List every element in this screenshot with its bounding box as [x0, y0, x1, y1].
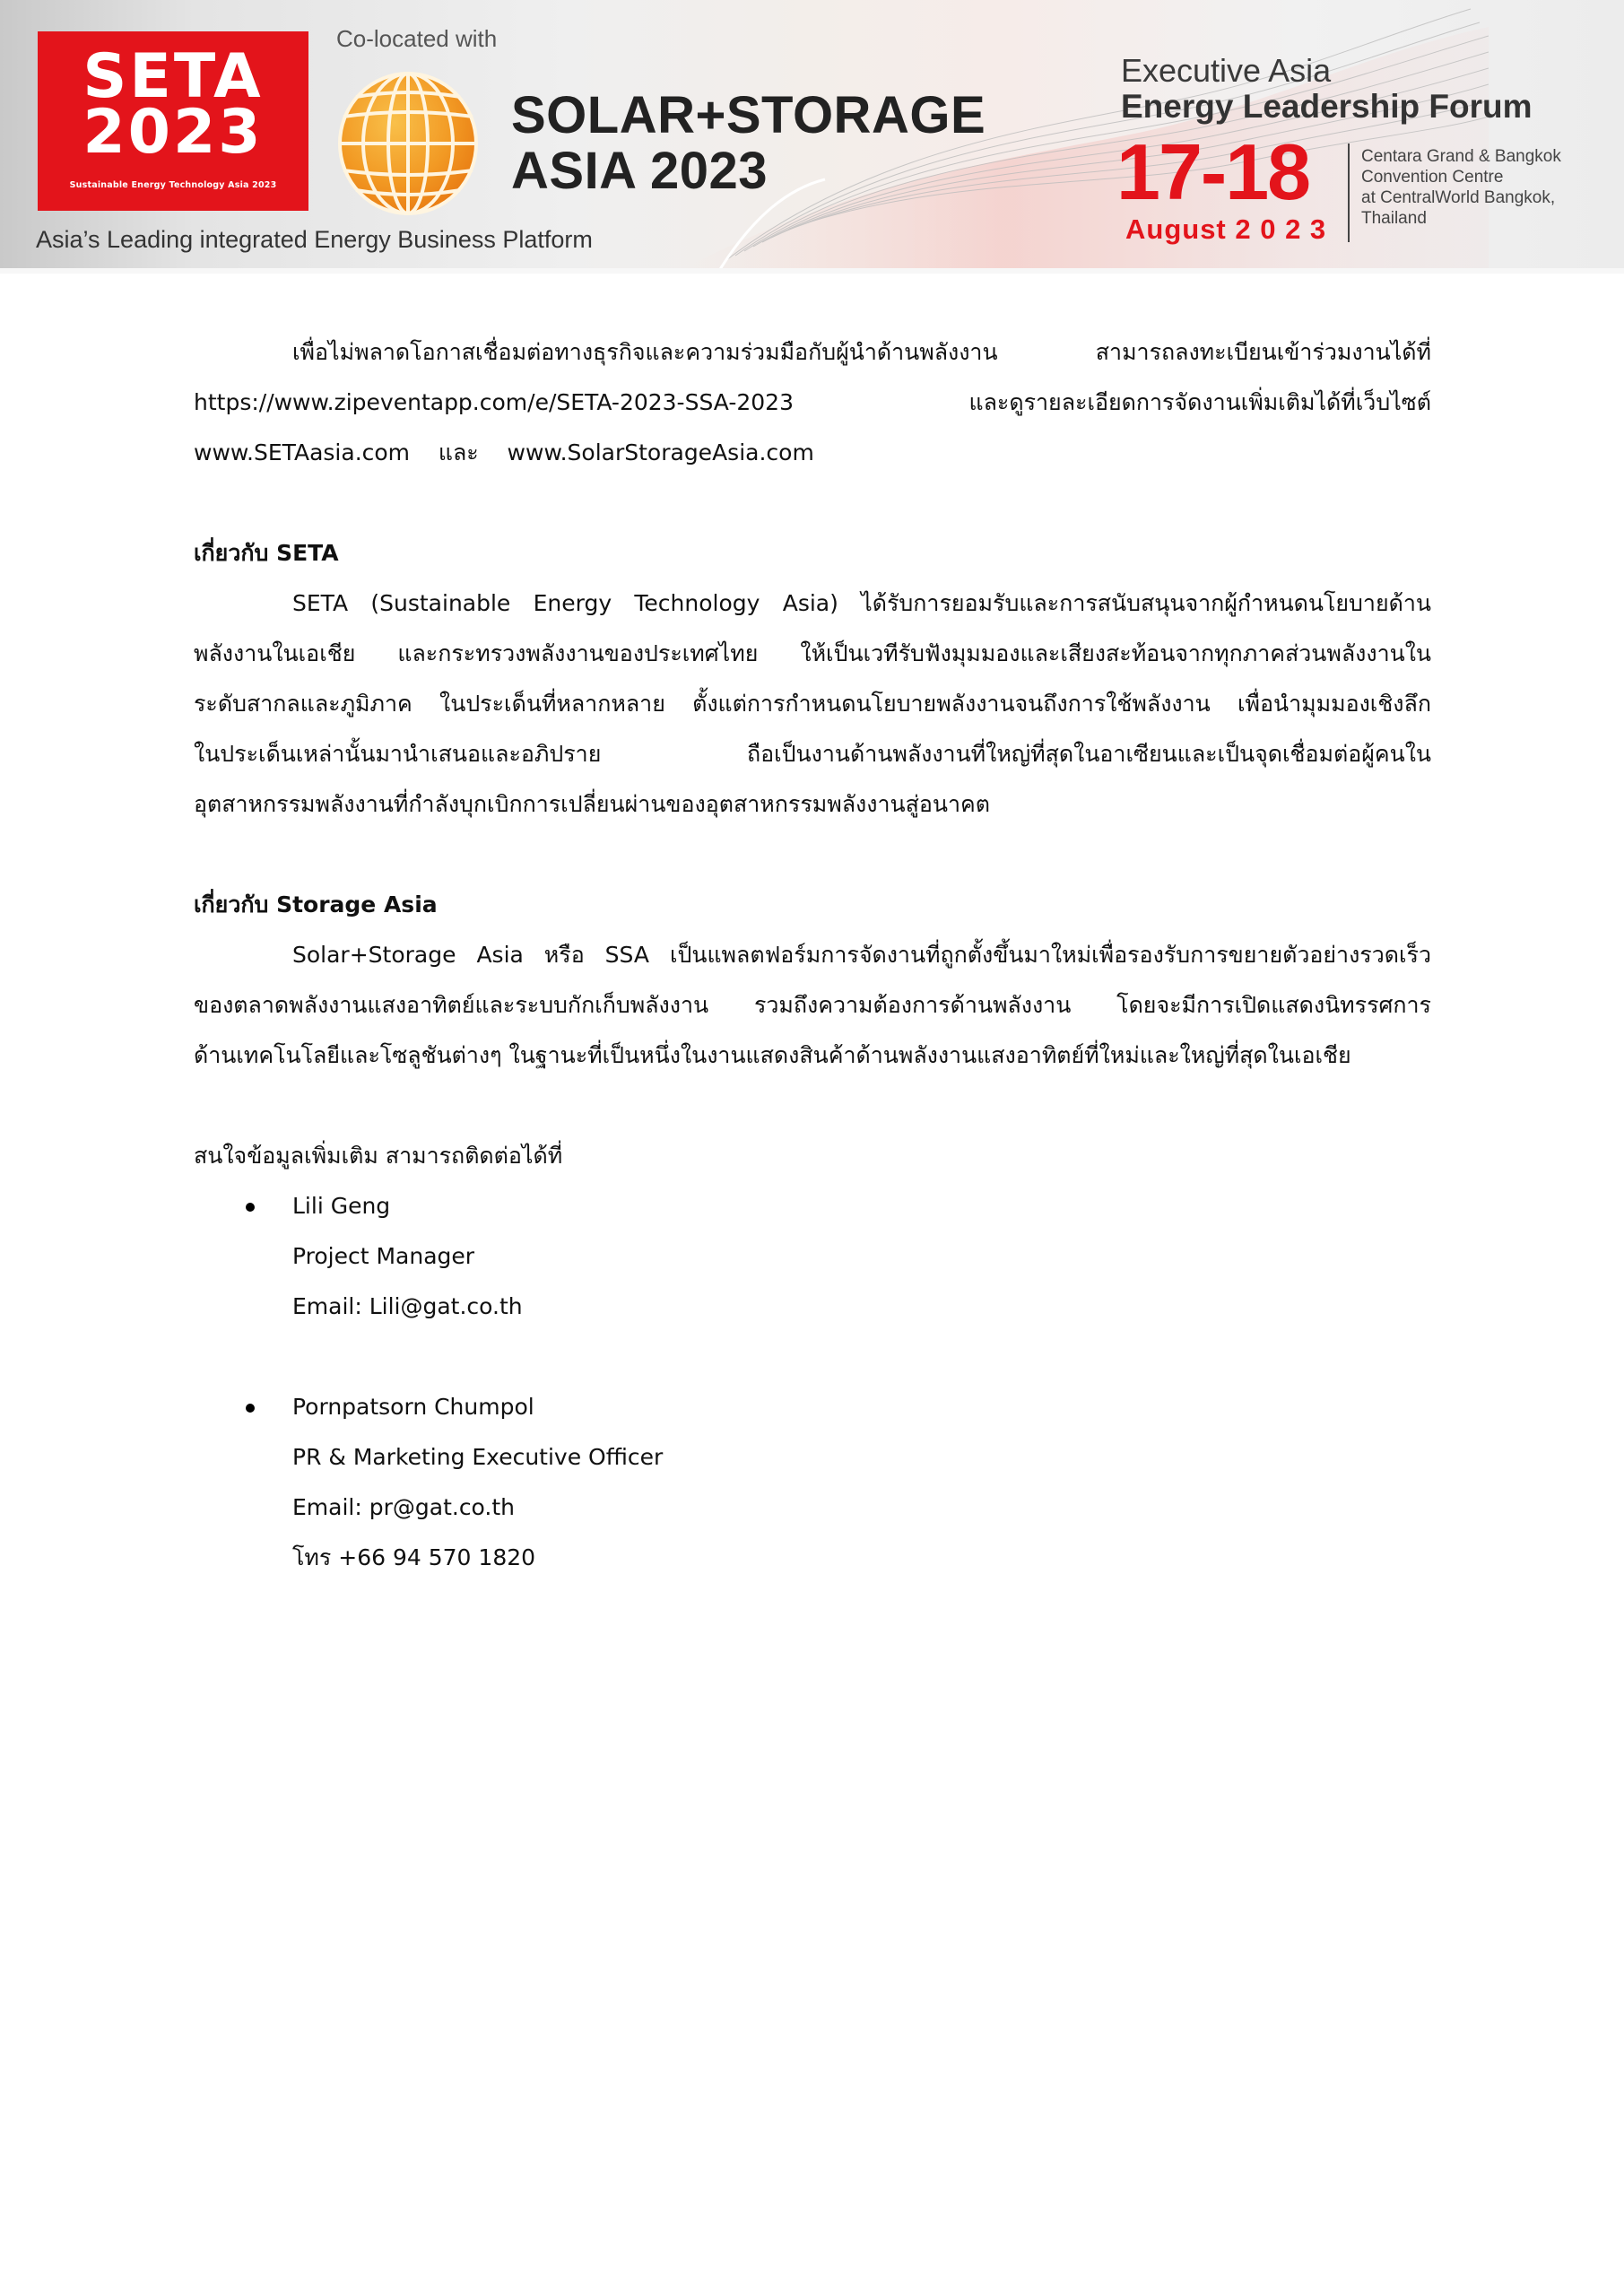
bullet-icon	[246, 1203, 255, 1212]
about-seta-line	[194, 629, 1431, 679]
contact-phone[interactable]: โทร +66 94 570 1820	[292, 1544, 536, 1570]
forum-title-line1: Executive Asia	[1121, 52, 1332, 89]
text-segment: โดยจะมีการเปิดแสดงนิทรรศการ	[1116, 992, 1431, 1018]
contact-item	[194, 1181, 1431, 1332]
event-banner	[0, 0, 1624, 274]
text-segment: ให้เป็นเวทีรับฟังมุมมองและเสียงสะท้อนจากทุกภาคส่วนพลังงานใน	[800, 640, 1431, 666]
about-seta-line: อุตสาหกรรมพลังงานที่กำลังบุกเบิกการเปลี่ยนผ่านของอุตสาหกรรมพลังงานสู่อนาคต	[194, 791, 990, 817]
text-segment: ในประเด็นเหล่านั้นมานำเสนอและอภิปราย	[194, 741, 602, 767]
text-segment: ระดับสากลและภูมิภาค	[194, 691, 413, 717]
text-segment: SETA	[292, 590, 349, 616]
text-segment: พลังงานในเอเชีย	[194, 640, 356, 666]
text-segment: Asia)	[782, 590, 838, 616]
ssa-website-link[interactable]: www.SolarStorageAsia.com	[507, 439, 814, 465]
seta-website-link[interactable]: www.SETAasia.com	[194, 439, 411, 465]
text-segment: เป็นแพลตฟอร์มการจัดงานที่ถูกตั้งขึ้นมาใหม่เพื่อรองรับการขยายตัวอย่างรวดเร็ว	[669, 942, 1431, 968]
text-segment: Asia	[476, 942, 524, 968]
seta-logo	[38, 31, 308, 211]
contact-item	[194, 1382, 1431, 1583]
event-month-year: August 2 0 2 3	[1125, 213, 1327, 245]
intro-line-2	[194, 378, 1431, 428]
about-seta-line	[194, 578, 1431, 629]
text-segment: SSA	[604, 942, 649, 968]
text-segment: Technology	[634, 590, 760, 616]
text-segment: (Sustainable	[370, 590, 511, 616]
text-segment: เพื่อนำมุมมองเชิงลึก	[1237, 691, 1431, 717]
intro-text: เพื่อไม่พลาดโอกาสเชื่อมต่อทางธุรกิจและความร่วมมือกับผู้นำด้านพลังงาน	[292, 339, 998, 365]
seta-logo-text: SETA 2023	[83, 41, 264, 168]
text-segment: ถือเป็นงานด้านพลังงานที่ใหญ่ที่สุดในอาเซียนและเป็นจุดเชื่อมต่อผู้คนใน	[746, 741, 1431, 767]
venue-divider	[1348, 144, 1350, 242]
event-dates: 17-18	[1116, 127, 1310, 216]
intro-text: และดูรายละเอียดการจัดงานเพิ่มเติมได้ที่เว็บไซต์	[968, 389, 1431, 415]
registration-link[interactable]: https://www.zipeventapp.com/e/SETA-2023-SSA-2023	[194, 389, 794, 415]
text-segment: และกระทรวงพลังงานของประเทศไทย	[397, 640, 759, 666]
about-seta-heading: เกี่ยวกับ SETA	[194, 540, 339, 566]
press-release-body	[194, 327, 1431, 1583]
contact-intro: สนใจข้อมูลเพิ่มเติม สามารถติดต่อได้ที่	[194, 1143, 563, 1169]
seta-logo-subtitle: Sustainable Energy Technology Asia 2023	[69, 180, 277, 190]
text-segment: รวมถึงความต้องการด้านพลังงาน	[753, 992, 1072, 1018]
contact-email[interactable]: Email: Lili@gat.co.th	[292, 1293, 523, 1319]
contact-email[interactable]: Email: pr@gat.co.th	[292, 1494, 516, 1520]
text-segment: ตั้งแต่การกำหนดนโยบายพลังงานจนถึงการใช้พลังงาน	[692, 691, 1211, 717]
banner-tagline: Asia’s Leading integrated Energy Business Platform	[36, 226, 593, 253]
and-word: และ	[438, 439, 479, 465]
contact-name: Pornpatsorn Chumpol	[292, 1394, 534, 1420]
colocated-label: Co-located with	[336, 25, 498, 52]
intro-text: สามารถลงทะเบียนเข้าร่วมงานได้ที่	[1095, 339, 1431, 365]
venue-address: Centara Grand & Bangkok Convention Centre at CentralWorld Bangkok, Thailand	[1361, 147, 1561, 228]
about-ssa-line	[194, 930, 1431, 980]
contact-title: Project Manager	[292, 1243, 475, 1269]
solar-globe-icon	[336, 72, 480, 215]
solar-storage-asia-title: SOLAR+STORAGE ASIA 2023	[511, 86, 986, 200]
contact-title: PR & Marketing Executive Officer	[292, 1444, 664, 1470]
contact-name: Lili Geng	[292, 1193, 391, 1219]
text-segment: หรือ	[543, 942, 585, 968]
intro-line-1	[194, 327, 1431, 378]
text-segment: ของตลาดพลังงานแสงอาทิตย์และระบบกักเก็บพลังงาน	[194, 992, 709, 1018]
intro-line-3	[194, 428, 1431, 478]
about-ssa-line: ด้านเทคโนโลยีและโซลูชันต่างๆ ในฐานะที่เป็นหนึ่งในงานแสดงสินค้าด้านพลังงานแสงอาทิตย์ที่ใหม่และใหญ่ที่สุดในเอเชีย	[194, 1042, 1351, 1068]
text-segment: ในประเด็นที่หลากหลาย	[439, 691, 665, 717]
text-segment: Solar+Storage	[292, 942, 456, 968]
about-seta-line	[194, 729, 1431, 779]
about-seta-line	[194, 679, 1431, 729]
bullet-icon	[246, 1404, 255, 1413]
spacer	[194, 1332, 1431, 1382]
text-segment: Energy	[533, 590, 612, 616]
about-ssa-heading: เกี่ยวกับ Storage Asia	[194, 891, 438, 918]
about-ssa-line	[194, 980, 1431, 1031]
forum-title-line2: Energy Leadership Forum	[1121, 88, 1533, 125]
text-segment: ได้รับการยอมรับและการสนับสนุนจากผู้กำหนดนโยบายด้าน	[861, 590, 1431, 616]
contact-list	[194, 1181, 1431, 1583]
